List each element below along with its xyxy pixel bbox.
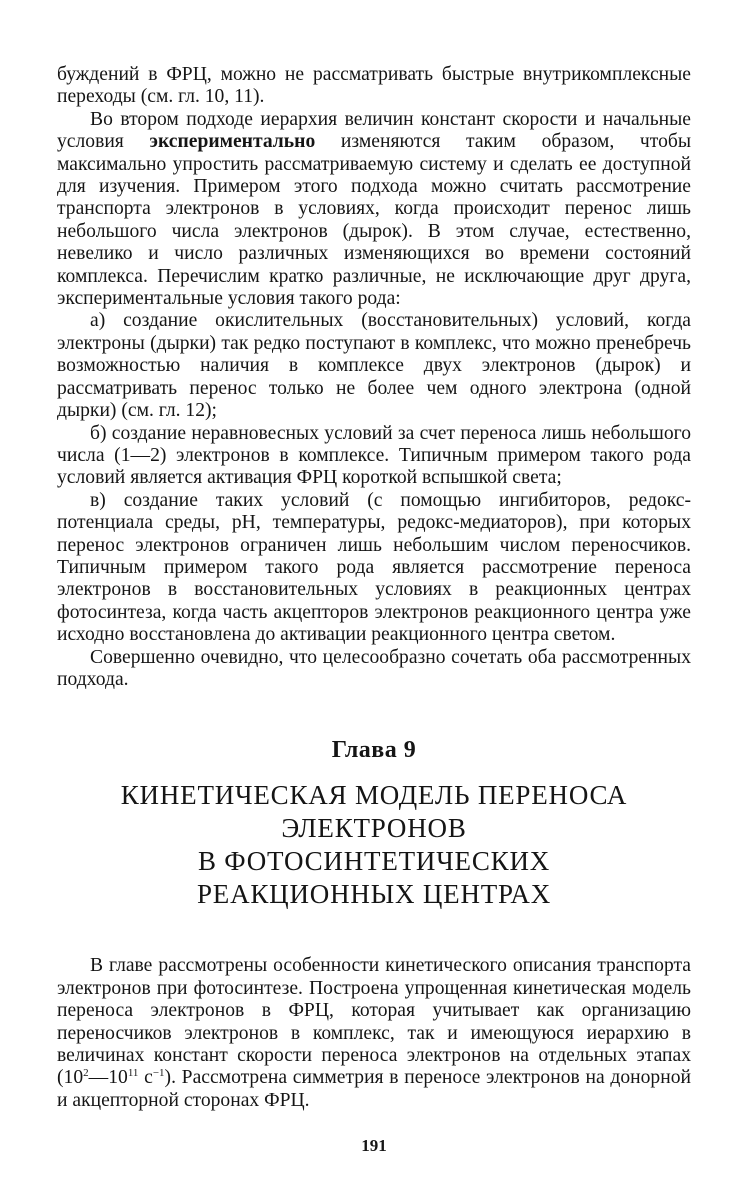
second-approach-text-end: изменяются таким образом, чтобы максимально упростить рассматриваемую систему и сделать ее доступной для изучения. Примером этого подхода можно считать рассмотрение транспорта электронов в условиях, когда происходит перенос лишь небольшого числа электронов (дырок). В этом случае, естественно, невелико и число различных изменяющихся во времени состояний комплекса. Перечислим кратко различные, не исключающие друг друга, экспериментальные условия такого рода: [57, 131, 691, 310]
exponent-2: 2 [83, 1067, 89, 1080]
chapter-title-line-1: КИНЕТИЧЕСКАЯ МОДЕЛЬ ПЕРЕНОСА [120, 780, 628, 811]
chapter-abstract [57, 955, 691, 1112]
list-item-b: б) создание неравновесных условий за счет переноса лишь небольшого числа (1—2) электронов в комплексе. Типичным примером такого рода условий является активация ФРЦ короткой вспышкой света; [57, 422, 691, 489]
chapter-title-line-4: РЕАКЦИОННЫХ ЦЕНТРАХ [196, 879, 552, 910]
exponent-minus-1: −1 [152, 1067, 165, 1080]
abstract-dash: —10 [88, 1067, 128, 1089]
chapter-title-line-2: ЭЛЕКТРОНОВ [281, 813, 467, 844]
paragraph-second-approach [57, 109, 691, 311]
paragraph-conclusion: Совершенно очевидно, что целесообразно сочетать оба рассмотренных подхода. [57, 646, 691, 690]
list-item-c: в) создание таких условий (с помощью ингибиторов, редокс-потенциала среды, pH, температуры, редокс-медиаторов), при которых перенос электронов ограничен лишь небольшим числом переносчиков. Типичным примером такого рода является рассмотрение переноса электронов в восстановительных условиях в реакционных центрах фотосинтеза, когда часть акцепторов электронов реакционного центра уже исходно восстановлена до активации реакционного центра светом. [57, 489, 691, 646]
second-approach-text-start: Во втором подходе иерархия величин констант скорости и начальные условия [57, 108, 691, 153]
page-content [57, 64, 691, 1112]
exponent-11: 11 [127, 1067, 139, 1080]
abstract-unit: с [138, 1067, 153, 1089]
abstract-text-end: ). Рассмотрена симметрия в переносе электронов на донорной и акцепторной сторонах ФРЦ. [57, 1067, 691, 1111]
paragraph-continuation: буждений в ФРЦ, можно не рассматривать быстрые внутрикомплексные переходы (см. гл. 10, 11). [57, 64, 691, 108]
list-item-a: а) создание окислительных (восстановительных) условий, когда электроны (дырки) так редко поступают в комплекс, что можно пренебречь возможностью наличия в комплексе двух электронов (дырок) и рассматривать перенос только не более чем одного электрона (одной дырки) (см. гл. 12); [57, 310, 691, 422]
chapter-number: Глава 9 [331, 737, 417, 764]
chapter-title-line-3: В ФОТОСИНТЕТИЧЕСКИХ [197, 846, 551, 877]
abstract-text-start: В главе рассмотрены особенности кинетического описания транспорта электронов при фотосинтезе. Построена упрощенная кинетическая модель переноса электронов в ФРЦ, которая учитывает как организацию переносчиков электронов в комплекс, так и имеющуюся иерархию в величинах констант скорости переноса электронов на отдельных этапах (10 [57, 955, 691, 1089]
chapter-title [57, 779, 691, 911]
emphasis-experimental: экспериментально [149, 131, 316, 153]
page-number: 191 [361, 1136, 387, 1155]
